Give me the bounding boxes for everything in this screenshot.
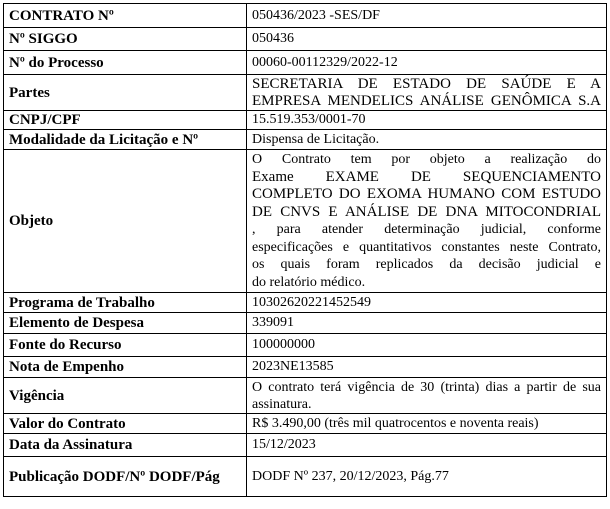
value-programa: 10302620221452549 xyxy=(247,293,607,313)
value-cnpj: 15.519.353/0001-70 xyxy=(247,111,607,130)
value-processo: 00060-00112329/2022-12 xyxy=(247,51,607,75)
label-vigencia: Vigência xyxy=(4,378,247,414)
row-fonte xyxy=(4,334,607,357)
label-contrato: CONTRATO Nº xyxy=(4,4,247,28)
contract-table xyxy=(3,3,607,497)
label-empenho: Nota de Empenho xyxy=(4,357,247,378)
label-valor: Valor do Contrato xyxy=(4,414,247,434)
objeto-line: O Contrato tem por objeto a realização do xyxy=(252,152,601,167)
objeto-line: especificações e quantitativos constantes neste Contrato, xyxy=(252,239,601,255)
row-partes xyxy=(4,75,607,111)
row-valor xyxy=(4,414,607,434)
row-cnpj xyxy=(4,111,607,130)
label-siggo: Nº SIGGO xyxy=(4,28,247,51)
objeto-text xyxy=(252,151,601,291)
value-valor: R$ 3.490,00 (três mil quatrocentos e noventa reais) xyxy=(247,414,607,434)
row-processo xyxy=(4,51,607,75)
row-vigencia xyxy=(4,378,607,414)
label-elemento: Elemento de Despesa xyxy=(4,313,247,334)
row-contrato xyxy=(4,4,607,28)
row-objeto xyxy=(4,150,607,293)
value-partes xyxy=(247,75,607,111)
value-modalidade: Dispensa de Licitação. xyxy=(247,130,607,150)
partes-line-2: EMPRESA MENDELICS ANÁLISE GENÔMICA S.A xyxy=(252,92,601,109)
objeto-line: Exame EXAME DE SEQUENCIAMENTO xyxy=(252,168,601,185)
value-elemento: 339091 xyxy=(247,313,607,334)
objeto-line: , para atender determinação judicial, conforme xyxy=(252,222,601,237)
value-publicacao: DODF Nº 237, 20/12/2023, Pág.77 xyxy=(247,457,607,497)
row-data xyxy=(4,434,607,457)
objeto-line: do relatório médico. xyxy=(252,274,366,290)
row-elemento xyxy=(4,313,607,334)
label-cnpj: CNPJ/CPF xyxy=(4,111,247,130)
vigencia-line-1: O contrato terá vigência de 30 (trinta) dias a partir de sua xyxy=(252,379,601,395)
label-partes: Partes xyxy=(4,75,247,111)
value-data: 15/12/2023 xyxy=(247,434,607,457)
row-modalidade xyxy=(4,130,607,150)
row-programa xyxy=(4,293,607,313)
partes-line-1: SECRETARIA DE ESTADO DE SAÚDE E A xyxy=(252,75,601,92)
value-objeto xyxy=(247,150,607,293)
label-data: Data da Assinatura xyxy=(4,434,247,457)
row-siggo xyxy=(4,28,607,51)
label-processo: Nº do Processo xyxy=(4,51,247,75)
value-vigencia xyxy=(247,378,607,414)
label-publicacao: Publicação DODF/Nº DODF/Pág xyxy=(4,457,247,497)
value-empenho: 2023NE13585 xyxy=(247,357,607,378)
value-contrato: 050436/2023 -SES/DF xyxy=(247,4,607,28)
vigencia-line-2: assinatura. xyxy=(252,396,312,412)
label-fonte: Fonte do Recurso xyxy=(4,334,247,357)
label-programa: Programa de Trabalho xyxy=(4,293,247,313)
label-objeto: Objeto xyxy=(4,150,247,293)
objeto-line: COMPLETO DO EXOMA HUMANO COM ESTUDO xyxy=(252,186,601,202)
row-empenho xyxy=(4,357,607,378)
value-fonte: 100000000 xyxy=(247,334,607,357)
label-modalidade: Modalidade da Licitação e Nº xyxy=(4,130,247,150)
objeto-line: DE CNVS E ANÁLISE DE DNA MITOCONDRIAL xyxy=(252,203,601,220)
objeto-line: os quais foram replicados da decisão judicial e xyxy=(252,257,601,272)
value-siggo: 050436 xyxy=(247,28,607,51)
row-publicacao xyxy=(4,457,607,497)
